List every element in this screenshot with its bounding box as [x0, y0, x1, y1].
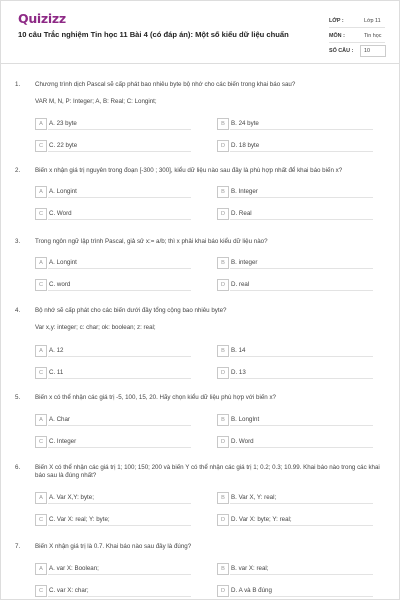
option-letter-box: A: [35, 492, 47, 504]
question-number: 6.: [15, 464, 21, 471]
question-number: 5.: [15, 394, 21, 401]
question-text: Biến x nhận giá trị nguyên trong đoạn [-300 ; 300], kiểu dữ liệu nào sau đây là phù hợp nhất để khai báo biến x?: [35, 167, 343, 174]
subject-label: MÔN :: [329, 33, 345, 39]
question-number: 2.: [15, 167, 21, 174]
option-letter-box: D: [217, 208, 229, 220]
option-letter-box: A: [35, 563, 47, 575]
option-label: C. word: [49, 281, 71, 288]
question-text: Biến X có thể nhận các giá trị 1; 100; 150; 200 và biến Y có thể nhận các giá trị 1; 0.2; 0.3; 10.99. Khai báo nào trong các khai báo sau là đúng nhất?: [35, 464, 380, 479]
question-number: 1.: [15, 81, 21, 88]
option-letter-box: B: [217, 345, 229, 357]
question-text: Bộ nhớ sẽ cấp phát cho các biến dưới đây tổng cộng bao nhiêu byte?: [35, 307, 227, 314]
option-letter-box: D: [217, 436, 229, 448]
count-label: SỐ CÂU :: [329, 48, 354, 54]
question-text: Chương trình dịch Pascal sẽ cấp phát bao nhiêu byte bộ nhớ cho các biến trong khai báo sau?: [35, 81, 296, 88]
question-text: Trong ngôn ngữ lập trình Pascal, giả sử x:= a/b; thì x phải khai báo kiểu dữ liệu nào?: [35, 238, 268, 245]
option-letter-box: D: [217, 140, 229, 152]
question-code: Var x,y: integer; c: char; ok: boolean; z: real;: [35, 324, 156, 331]
question-text: Biến X nhận giá trị là 0.7. Khai báo nào sau đây là đúng?: [35, 543, 192, 550]
option-label: D. 18 byte: [231, 142, 260, 149]
question-number: 3.: [15, 238, 21, 245]
option-label: C. 22 byte: [49, 142, 78, 149]
option-letter-box: B: [217, 186, 229, 198]
option-letter-box: D: [217, 367, 229, 379]
class-label: LỚP :: [329, 18, 344, 24]
option-letter-box: B: [217, 492, 229, 504]
option-label: C. var X: char;: [49, 587, 89, 594]
question-number: 4.: [15, 307, 21, 314]
option-label: D. 13: [231, 369, 246, 376]
option-letter-box: A: [35, 257, 47, 269]
document-title: 10 câu Trắc nghiệm Tin học 11 Bài 4 (có đáp án): Một số kiểu dữ liệu chuẩn: [18, 30, 289, 39]
option-letter-box: A: [35, 414, 47, 426]
quizizz-logo: Quizizz: [18, 11, 66, 26]
option-letter-box: D: [217, 279, 229, 291]
class-value: Lớp 11: [364, 18, 381, 24]
subject-rule: [329, 42, 385, 43]
option-label: A. Longint: [49, 188, 77, 195]
option-label: B. 24 byte: [231, 120, 259, 127]
option-letter-box: B: [217, 118, 229, 130]
option-label: B. 14: [231, 347, 246, 354]
question-text: Biến x có thể nhận các giá trị -5, 100, 15, 20. Hãy chọn kiểu dữ liệu phù hợp với biến x?: [35, 394, 276, 401]
option-label: B. integer: [231, 259, 258, 266]
option-label: B. Var X, Y: real;: [231, 494, 277, 501]
option-label: A. var X: Boolean;: [49, 565, 99, 572]
option-label: B. var X: real;: [231, 565, 269, 572]
option-letter-box: C: [35, 140, 47, 152]
option-letter-box: A: [35, 118, 47, 130]
option-letter-box: B: [217, 563, 229, 575]
option-label: A. Char: [49, 416, 70, 423]
option-label: C. 11: [49, 369, 64, 376]
option-label: D. Var X: byte; Y: real;: [231, 516, 292, 523]
option-letter-box: C: [35, 367, 47, 379]
question-number: 7.: [15, 543, 21, 550]
option-letter-box: A: [35, 345, 47, 357]
option-letter-box: C: [35, 514, 47, 526]
option-letter-box: B: [217, 257, 229, 269]
option-letter-box: C: [35, 279, 47, 291]
option-letter-box: C: [35, 585, 47, 597]
option-label: C. Integer: [49, 438, 77, 445]
option-label: B. Integer: [231, 188, 258, 195]
option-label: D. A và B đúng: [231, 587, 272, 594]
question-code: VAR M, N, P: Integer; A, B: Real; C: Longint;: [35, 98, 157, 105]
option-label: A. 12: [49, 347, 64, 354]
option-letter-box: D: [217, 514, 229, 526]
header-divider: [1, 63, 399, 64]
option-letter-box: D: [217, 585, 229, 597]
option-letter-box: A: [35, 186, 47, 198]
option-label: D. real: [231, 281, 250, 288]
option-label: D. Real: [231, 210, 252, 217]
option-label: C. Var X: real; Y: byte;: [49, 516, 110, 523]
option-letter-box: C: [35, 208, 47, 220]
class-rule: [329, 27, 385, 28]
option-label: A. Var X,Y: byte;: [49, 494, 94, 501]
option-label: A. Longint: [49, 259, 77, 266]
option-label: B. LongInt: [231, 416, 260, 423]
count-value: 10: [364, 48, 370, 54]
option-label: D. Word: [231, 438, 254, 445]
option-label: C. Word: [49, 210, 72, 217]
option-letter-box: B: [217, 414, 229, 426]
option-label: A. 23 byte: [49, 120, 77, 127]
subject-value: Tin học: [364, 33, 382, 39]
option-letter-box: C: [35, 436, 47, 448]
